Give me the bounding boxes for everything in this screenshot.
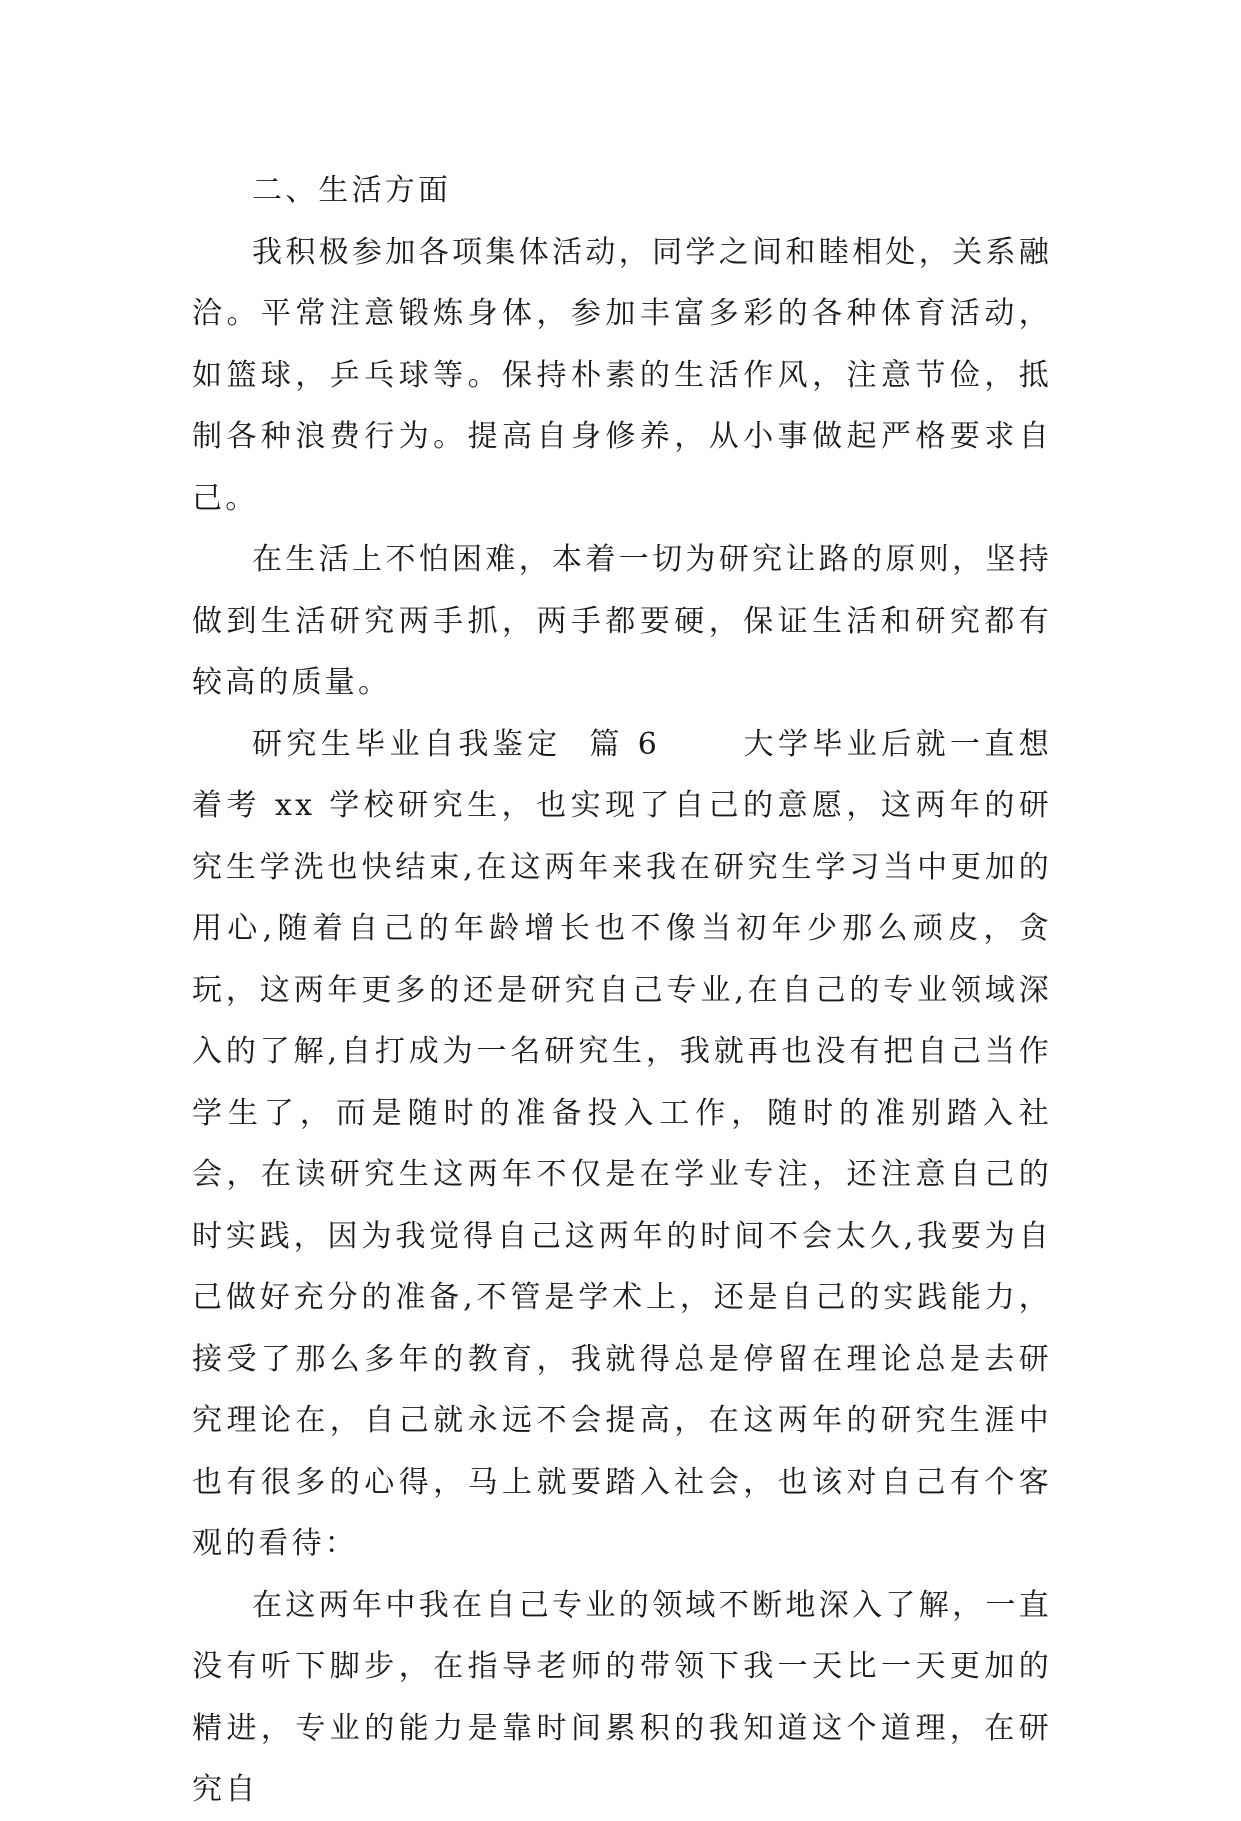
document-page — [192, 160, 1052, 1821]
paragraph-activities: 我积极参加各项集体活动，同学之间和睦相处，关系融洽。平常注意锻炼身体，参加丰富多彩的各种体育活动，如篮球，乒乓球等。保持朴素的生活作风，注意节俭，抵制各种浪费行为。提高自身修养，从小事做起严格要求自己。 — [192, 234, 1052, 516]
paragraph-professional-field: 在这两年中我在自己专业的领域不断地深入了解，一直没有听下脚步，在指导老师的带领下我一天比一天更加的精进，专业的能力是靠时间累积的我知道这个道理，在研究自 — [192, 1587, 1052, 1807]
paragraph-article-6: 研究生毕业自我鉴定 篇 6 大学毕业后就一直想着考 xx 学校研究生，也实现了自己的意愿，这两年的研究生学洗也快结束,在这两年来我在研究生学习当中更加的用心,随着自己的年龄增长也不像当初年少那么顽皮，贪玩，这两年更多的还是研究自己专业,在自己的专业领域深入的了解,自打成为一名研究生，我就再也没有把自己当作学生了，而是随时的准备投入工作，随时的准别踏入社会，在读研究生这两年不仅是在学业专注，还注意自己的时实践，因为我觉得自己这两年的时间不会太久,我要为自己做好充分的准备,不管是学术上，还是自己的实践能力，接受了那么多年的教育，我就得总是停留在理论总是去研究理论在，自己就永远不会提高，在这两年的研究生涯中也有很多的心得，马上就要踏入社会，也该对自己有个客观的看待： — [192, 726, 1052, 1561]
paragraph-difficulties: 在生活上不怕困难，本着一切为研究让路的原则，坚持做到生活研究两手抓，两手都要硬，保证生活和研究都有较高的质量。 — [192, 542, 1052, 700]
section-heading-life: 二、生活方面 — [252, 173, 452, 208]
